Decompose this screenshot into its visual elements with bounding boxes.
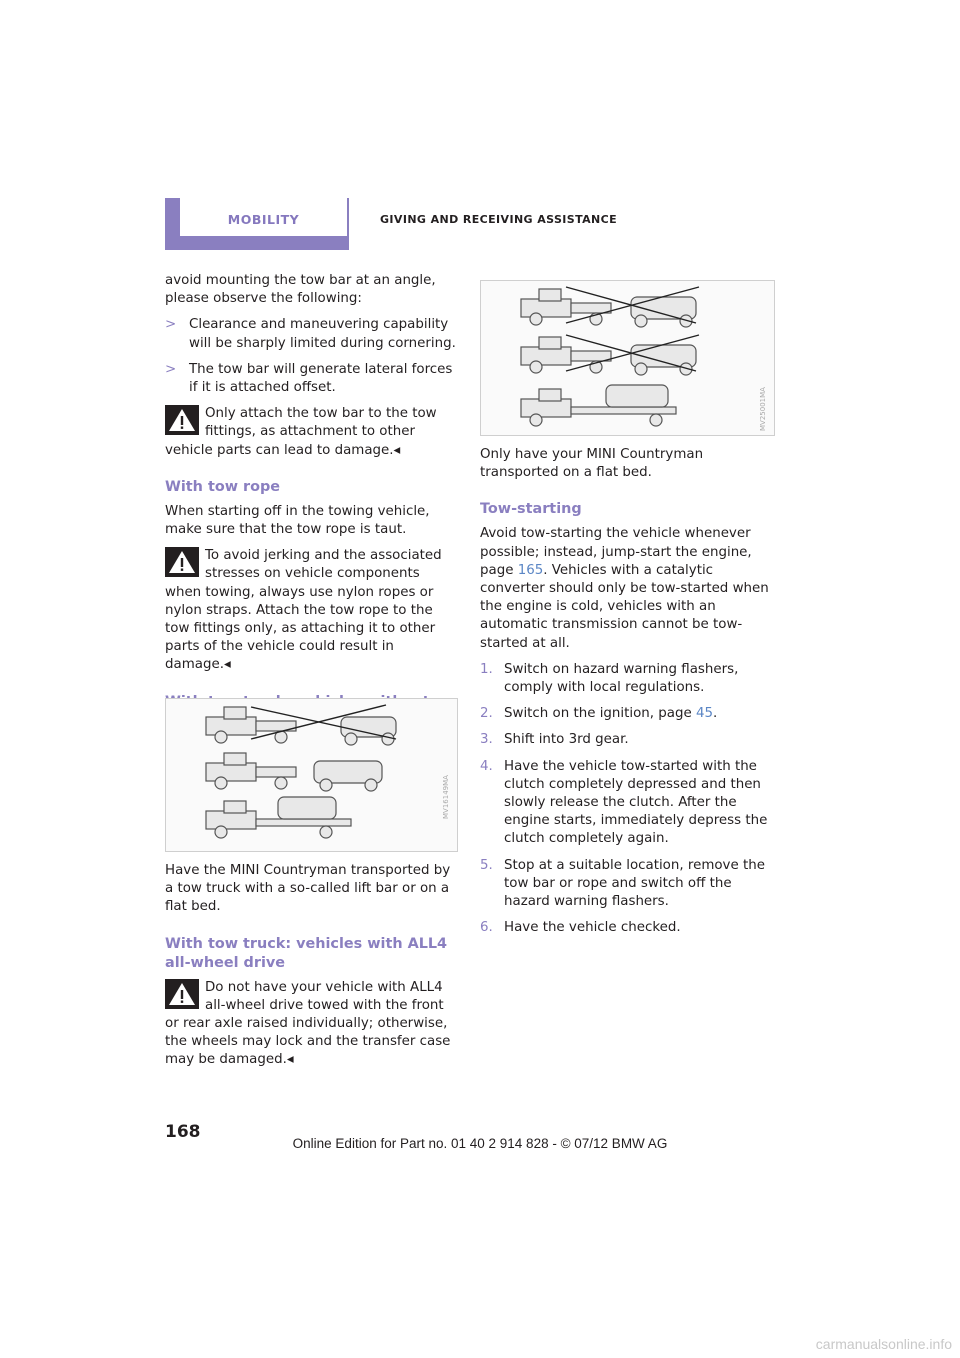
list-item: 1. Switch on hazard warning flashers, comply with local regulations. [480,661,739,696]
page-link[interactable]: 165 [517,562,544,578]
flatbed-illustration [480,280,775,436]
figure-code: MV16149MA [442,775,450,819]
list-item: > The tow bar will generate lateral forces if it is attached offset. [165,361,453,396]
page-number: 168 [165,1122,201,1142]
warning-triangle-icon [165,547,199,577]
intro-text: avoid mounting the tow bar at an angle, please observe the following: [165,273,436,307]
left-column [165,272,457,737]
heading-tow-truck-with-all4: With tow truck: vehicles with ALL4 all-wheel drive [165,935,448,971]
page-link[interactable]: 45 [696,706,714,722]
end-mark-icon: ◂ [223,657,231,673]
chapter-tab-label: MOBILITY [180,198,347,236]
warning-note: Do not have your vehicle with ALL4 all-wheel drive towed with the front or rear axle raised individually; otherwise, the wheels may lock and the transfer case may be damaged.◂ [165,979,451,1068]
warning-triangle-icon [165,979,199,1009]
watermark: carmanualsonline.info [815,1336,952,1352]
tow-truck-illustration [165,698,458,852]
bullet-marker-icon: > [165,361,177,377]
list-item: > Clearance and maneuvering capability will be sharply limited during cornering. [165,317,456,351]
right-column [480,446,775,945]
list-item: 2. Switch on the ignition, page 45. [480,706,718,722]
list-item: 3. Shift into 3rd gear. [480,732,629,748]
end-mark-icon: ◂ [286,1052,294,1068]
figure-code: MV25001MA [759,387,767,431]
tow-rope-text: When starting off in the towing vehicle, make sure that the tow rope is taut. [165,503,430,538]
flatbed-graphic [481,281,774,435]
warning-note: Only attach the tow bar to the tow fittings, as attachment to other vehicle parts can lead to damage.◂ [165,406,437,458]
warning-triangle-icon [165,405,199,435]
end-mark-icon: ◂ [393,442,401,458]
left-column-lower [165,862,457,1078]
edition-footer: Online Edition for Part no. 01 40 2 914 828 - © 07/12 BMW AG [292,1136,668,1151]
list-item: 4. Have the vehicle tow-started with the clutch completely depressed and then slowly release the clutch. After the engine starts, immediately depress the clutch completely again. [480,758,768,847]
heading-tow-rope: With tow rope [165,478,281,495]
section-title: GIVING AND RECEIVING ASSISTANCE [380,213,618,226]
flatbed-text: Only have your MINI Countryman transported on a flat bed. [480,447,704,481]
warning-note: To avoid jerking and the associated stresses on vehicle components when towing, always use nylon ropes or nylon straps. Attach the tow rope to the tow fittings only, as attaching it to other parts of the vehicle could result in damage.◂ [165,548,442,673]
heading-tow-starting: Tow-starting [480,501,582,518]
bullet-marker-icon: > [165,317,177,333]
tow-trucks-graphic [166,699,457,851]
tow-truck-text: Have the MINI Countryman transported by a tow truck with a so-called lift bar or on a flat bed. [165,863,451,915]
tow-start-text: Avoid tow-starting the vehicle whenever possible; instead, jump-start the engine, page 165. Vehicles with a catalytic converter should only be tow-started when the engine is cold, vehicles with an automatic transmission cannot be tow-started at all. [480,526,769,651]
list-item: 6. Have the vehicle checked. [480,920,681,936]
list-item: 5. Stop at a suitable location, remove the tow bar or rope and switch off the hazard warning flashers. [480,857,765,910]
